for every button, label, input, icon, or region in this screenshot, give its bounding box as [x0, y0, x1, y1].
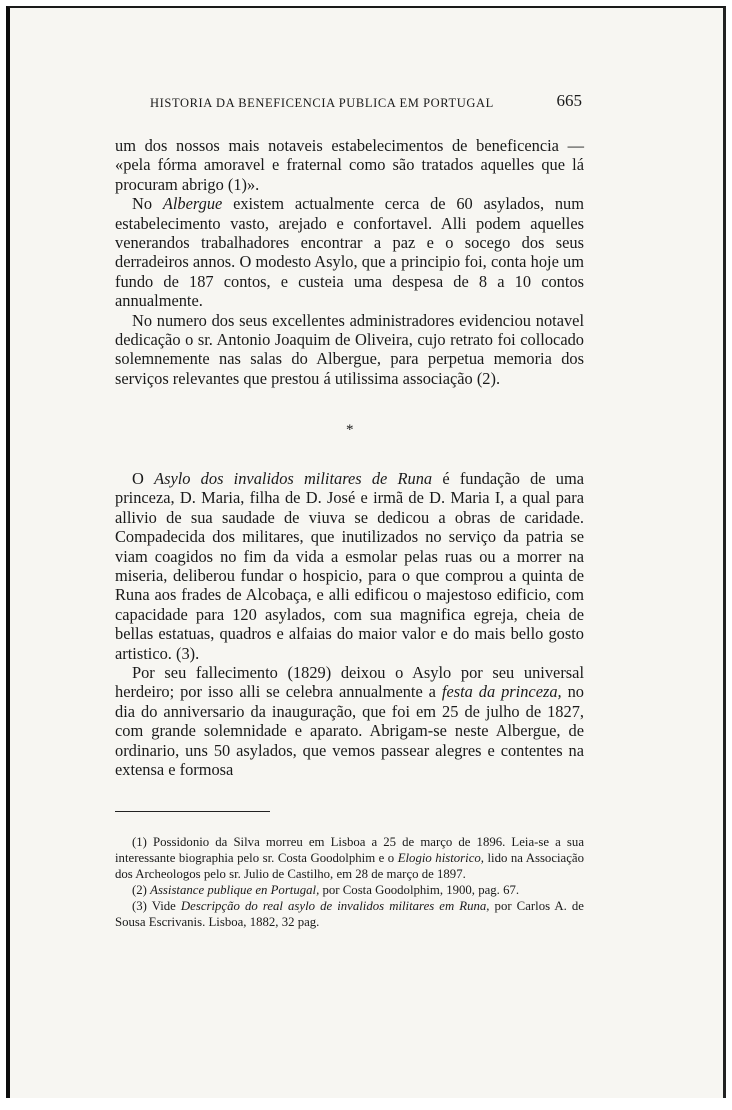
paragraph: um dos nossos mais notaveis estabelecimentos de beneficencia — «pela fórma amoravel e fraternal como são tratados aquelles que lá procuram abrigo (1)». [115, 136, 584, 194]
text-run: lido na Associação dos Archeologos pelo sr. Julio de Castilho, em 28 de março de 1897. [115, 851, 584, 881]
running-title: HISTORIA DA BENEFICENCIA PUBLICA EM PORTUGAL [150, 96, 494, 110]
section-separator: * [346, 422, 354, 438]
paragraph: No numero dos seus excellentes administradores evidenciou notavel dedicação o sr. Antonio Joaquim de Oliveira, cujo retrato foi collocado solemnemente nas salas do Albergue, para perpetua memoria dos serviços relevantes que prestou á utilissima associação (2). [115, 310, 584, 388]
section-runa [115, 469, 584, 780]
footnotes [115, 834, 584, 930]
paragraph [115, 663, 584, 779]
footnote-rule [115, 811, 270, 812]
text-run: existem actualmente cerca de 60 asylados, num estabelecimento vasto, arejado e confortavel. Alli podem aquelles venerandos trabalhadores encontrar a paz e o socego dos seus derradeiros annos. O modesto Asylo, que a principio foi, conta hoje um fundo de 187 contos, e custeia uma despesa de 8 a 10 contos annualmente. [115, 194, 584, 311]
text-run: por Carlos A. de Sousa Escrivanis. Lisboa, 1882, 32 pag. [115, 899, 584, 929]
text-run: (1) Possidonio da Silva morreu em Lisboa a 25 de março de 1896. Leia-se a sua interessante biographia pelo sr. Costa Goodolphim e o [115, 835, 584, 865]
page-number: 665 [556, 91, 582, 110]
book-page [6, 6, 726, 1098]
italic-text: Asylo dos invalidos militares de Runa [154, 469, 433, 488]
italic-text: Elogio historico, [397, 851, 484, 865]
text-run: O [132, 469, 155, 488]
text-run: Por seu fallecimento (1829) deixou o Asylo por seu universal herdeiro; por isso alli se celebra annualmente a [115, 663, 584, 702]
text-run: No [132, 194, 163, 214]
footnote-1 [115, 834, 584, 882]
italic-text: festa da princeza, [441, 682, 562, 702]
italic-text: Albergue [162, 194, 223, 214]
italic-text: Assistance publique en Portugal, [150, 883, 320, 897]
italic-text: Descripção do real asylo de invalidos militares em Runa, [180, 899, 490, 913]
paragraph [115, 194, 584, 310]
text-run: (2) [132, 883, 151, 897]
text-run: é fundação de uma princeza, D. Maria, filha de D. José e irmã de D. Maria I, a qual para allivio de sua saudade de viuva se dedicou a obras de caridade. Compadecida dos militares, que inutilizados no serviço da patria se viam coagidos no fim da vida a esmolar pelas ruas ou a morrer na miseria, deliberou fundar o hospicio, para o que comprou a quinta de Runa aos frades de Alcobaça, e alli edificou o majestoso edificio, com capacidade para 120 asylados, com sua magnifica egreja, cheia de bellas estatuas, quadros e alfaias do maior valor e do mais bello gosto artistico. (3). [115, 469, 585, 663]
footnote-2 [115, 882, 584, 898]
text-run: (3) Vide [132, 899, 181, 913]
text-run: no dia do anniversario da inauguração, que foi em 25 de julho de 1827, com grande solemnidade e aparato. Abrigam-se neste Albergue, de ordinario, uns 50 asylados, que vemos passear alegres e contentes na extensa e formosa [115, 682, 584, 780]
section-albergue [115, 136, 584, 388]
paragraph [115, 469, 584, 663]
text-run: por Costa Goodolphim, 1900, pag. 67. [319, 883, 520, 897]
footnote-3 [115, 898, 584, 930]
